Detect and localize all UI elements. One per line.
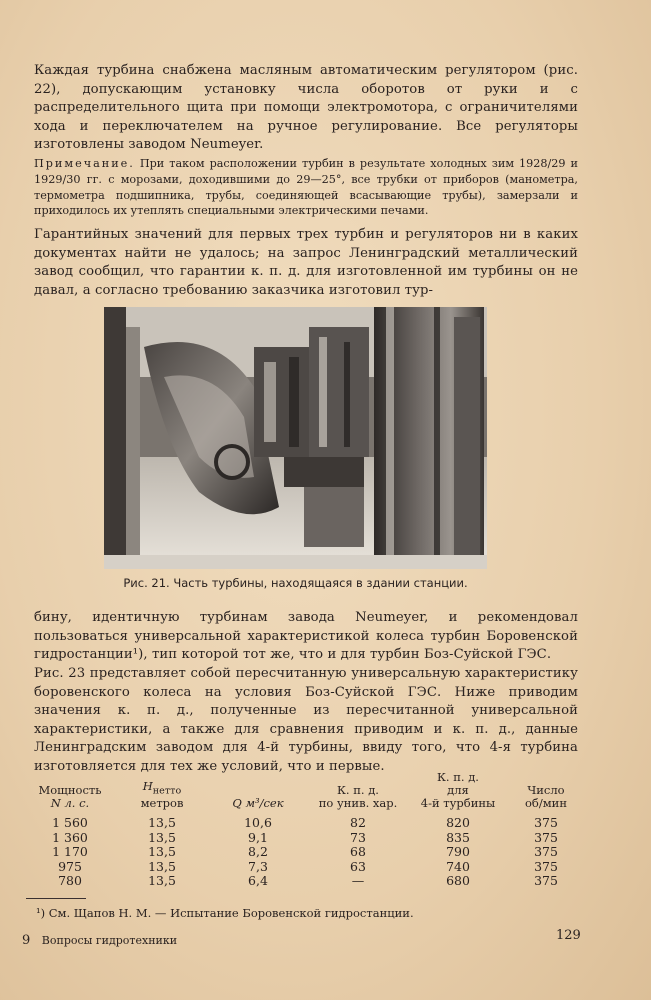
table-row <box>26 874 586 889</box>
table-cell-rpm: 375 <box>534 858 558 874</box>
table-cell-n: 1 170 <box>52 844 88 859</box>
header-power-line2: N л. с. <box>50 796 90 810</box>
header-head-symbol: H <box>142 778 153 793</box>
header-head-unit: метров <box>140 796 184 810</box>
table-cell-eff-t4: 835 <box>446 829 470 845</box>
header-eff-univ-line1: К. п. д. <box>337 783 379 797</box>
header-flow <box>210 771 306 816</box>
paragraph-universal-characteristic: бину, идентичную турбинам завода Neumeyer, и рекомендовал пользоваться универсальной характеристикой колеса турбин Боровенской гидростанции¹), тип которой тот же, что и для турбин Боз-Суйской ГЭС. <box>34 610 578 662</box>
signature-number: 9 <box>22 933 31 948</box>
figure-caption: Рис. 21. Часть турбины, находящаяся в здании станции. <box>123 576 468 590</box>
table-cell-q: 7,3 <box>248 858 268 874</box>
header-rpm-line2: об/мин <box>525 796 567 810</box>
note-label: Примечание. <box>34 157 135 170</box>
header-eff-t4-line1: К. п. д. <box>437 770 479 784</box>
signature-title: Вопросы гидротехники <box>41 934 178 947</box>
table-cell-eff-univ: 68 <box>350 844 366 859</box>
header-flow-label: Q м³/сек <box>232 796 284 810</box>
table-cell-q: 9,1 <box>248 829 268 845</box>
turbine-photo-image <box>104 307 487 569</box>
table-cell-eff-t4: 740 <box>446 858 470 874</box>
table-row <box>26 831 586 846</box>
table-cell-rpm: 375 <box>534 844 558 859</box>
header-head-subscript: нетто <box>152 785 182 796</box>
table-cell-q: 6,4 <box>248 873 268 888</box>
table-cell-h: 13,5 <box>148 815 176 830</box>
table-cell-eff-univ: 63 <box>350 858 366 874</box>
note-paragraph <box>34 156 578 219</box>
table-cell-q: 10,6 <box>244 815 272 830</box>
table-cell-h: 13,5 <box>148 829 176 845</box>
header-rpm <box>506 771 586 816</box>
table-cell-rpm: 375 <box>534 873 558 888</box>
turbine-photo <box>104 307 487 569</box>
footnote-rule <box>26 898 86 899</box>
paragraph-guarantees: Гарантийных значений для первых трех турбин и регуляторов ни в каких документах найти не удалось; на запрос Ленинградский металлический завод сообщил, что гарантии к. п. д. для изготовленной им турбины он не давал, а согласно требованию заказчика изготовил тур- <box>34 227 578 298</box>
efficiency-table <box>26 771 586 889</box>
header-eff-univ <box>306 771 410 816</box>
table-cell-eff-t4: 790 <box>446 844 470 859</box>
paragraph-figure-23: Рис. 23 представляет собой пересчитанную универсальную характеристику боровенского колеса на условия Боз-Суйской ГЭС. Ниже приводим значения к. п. д., полученные из пересчитанной универсальной характеристики, а также для сравнения приводим и к. п. д., данные Ленинградским заводом для 4-й турбины, ввиду того, что 4-я турбина изготовляется для тех же условий, что и первые. <box>34 666 578 774</box>
table-cell-rpm: 375 <box>534 829 558 845</box>
table-cell-rpm: 375 <box>534 815 558 830</box>
table-cell-eff-univ: 82 <box>350 815 366 830</box>
header-eff-t4-line2: для <box>447 783 469 797</box>
table-cell-eff-t4: 820 <box>446 815 470 830</box>
table-body <box>26 816 586 889</box>
table-cell-n: 1 360 <box>52 829 88 845</box>
header-eff-t4 <box>410 771 506 816</box>
table-header-row <box>26 771 586 816</box>
note-text: При таком расположении турбин в результате холодных зим 1928/29 и 1929/30 гг. с морозами, доходившими до 29—25°, все трубки от приборов (манометра, термометра подшипника, трубы, соединяющей всасывающие трубы), замерзали и приходилось их утеплять специальными электрическими печами. <box>34 157 578 218</box>
table-cell-h: 13,5 <box>148 858 176 874</box>
table-row <box>26 860 586 875</box>
header-power-line1: Мощность <box>38 783 102 797</box>
table-cell-n: 780 <box>58 873 82 888</box>
header-head <box>114 771 210 816</box>
table-cell-eff-t4: 680 <box>446 873 470 888</box>
header-rpm-line1: Число <box>527 783 565 797</box>
header-power <box>26 771 114 816</box>
table-cell-h: 13,5 <box>148 873 176 888</box>
table-row <box>26 816 586 831</box>
footnote: ¹) См. Щапов Н. М. — Испытание Боровенской гидростанции. <box>36 906 414 920</box>
paragraph-regulators: Каждая турбина снабжена масляным автоматическим регулятором (рис. 22), допускающим установку числа оборотов от руки и с распределительного щита при помощи электромотора, с ограничителями хода и переключателем на ручное регулирование. Все регуляторы изготовлены заводом Neumeyer. <box>34 63 578 152</box>
table-cell-eff-univ: 73 <box>350 829 366 845</box>
table-row <box>26 845 586 860</box>
header-eff-t4-line3: 4-й турбины <box>420 796 496 810</box>
printer-signature <box>22 933 177 948</box>
header-eff-univ-line2: по унив. хар. <box>318 796 398 810</box>
table-cell-q: 8,2 <box>248 844 268 859</box>
table-cell-h: 13,5 <box>148 844 176 859</box>
page-number: 129 <box>556 928 581 943</box>
table-cell-n: 1 560 <box>52 815 88 830</box>
table-cell-eff-univ: — <box>351 873 365 888</box>
table-cell-n: 975 <box>58 858 82 874</box>
